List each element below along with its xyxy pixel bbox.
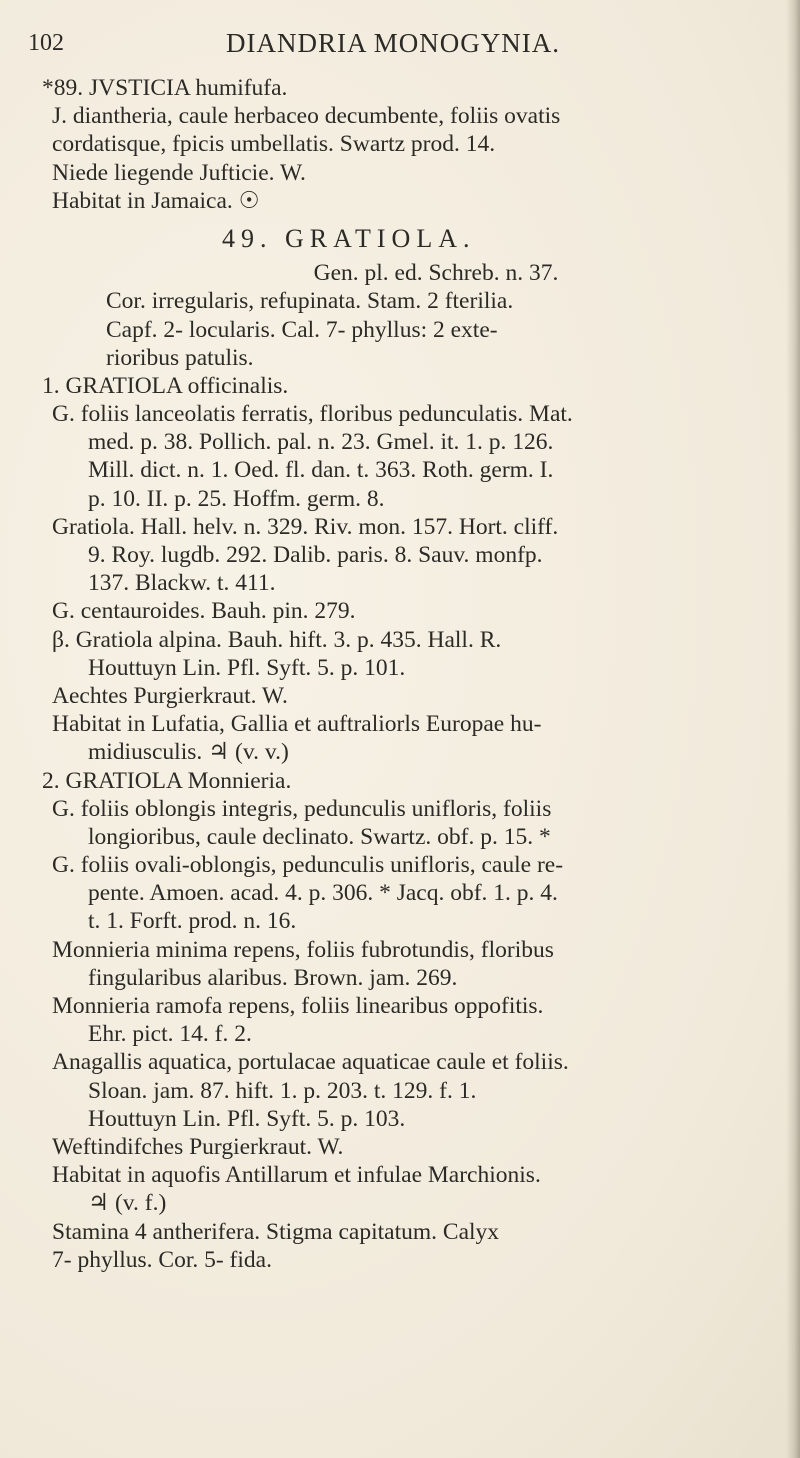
text-line: Capf. 2- locularis. Cal. 7- phyllus: 2 exte- [106,316,498,343]
text-line: Ehr. pict. 14. f. 2. [88,1021,252,1048]
text-line: longioribus, caule declinato. Swartz. obf. p. 15. * [88,823,551,850]
habitat-line: Habitat in Lufatia, Gallia et auftraliorls Europae hu- [52,711,542,738]
text-line: pente. Amoen. acad. 4. p. 306. * Jacq. obf. 1. p. 4. [88,880,558,907]
text-line: cordatisque, fpicis umbellatis. Swartz prod. 14. [52,131,496,158]
text-line: Weftindifches Purgierkraut. W. [52,1133,344,1160]
text-line: ♃ (v. f.) [88,1190,167,1217]
text-line: Houttuyn Lin. Pfl. Syft. 5. p. 103. [88,1105,406,1132]
species-entry-heading: *89. JVSTICIA humifufa. [42,75,288,101]
text-line: fingularibus alaribus. Brown. jam. 269. [88,964,458,991]
text-line: Stamina 4 antherifera. Stigma capitatum. Calyx [52,1218,500,1245]
text-line: Aechtes Purgierkraut. W. [52,682,288,709]
text-line: Anagallis aquatica, portulacae aquaticae caule et foliis. [52,1049,569,1076]
text-line: rioribus patulis. [106,344,254,371]
text-line: Houttuyn Lin. Pfl. Syft. 5. p. 101. [88,654,406,681]
text-line: 9. Roy. lugdb. 292. Dalib. paris. 8. Sauv. monfp. [88,542,543,568]
text-line: 7- phyllus. Cor. 5- fida. [52,1246,272,1273]
text-line: G. centauroides. Bauh. pin. 279. [52,598,356,625]
species-entry-heading: 1. GRATIOLA officinalis. [42,372,289,399]
text-line: t. 1. Forft. prod. n. 16. [88,908,297,935]
page-edge-shadow [786,0,800,1458]
genus-reference: Gen. pl. ed. Schreb. n. 37. [313,260,559,287]
text-line: Mill. dict. n. 1. Oed. fl. dan. t. 363. Roth. germ. I. [88,457,554,484]
text-line: Niede liegende Jufticie. W. [52,159,306,186]
text-line: Monnieria minima repens, foliis fubrotundis, floribus [52,936,554,963]
genus-heading: 49. GRATIOLA. [222,223,476,253]
text-line: J. diantheria, caule herbaceo decumbente, foliis ovatis [52,103,561,130]
page-number: 102 [28,30,64,56]
text-line: β. Gratiola alpina. Bauh. hift. 3. p. 435. Hall. R. [52,626,502,653]
text-line: G. foliis lanceolatis ferratis, floribus pedunculatis. Mat. [52,401,573,428]
text-line: Sloan. jam. 87. hift. 1. p. 203. t. 129. f. 1. [88,1077,477,1104]
text-line: Gratiola. Hall. helv. n. 329. Riv. mon. 157. Hort. cliff. [52,513,559,540]
text-line: midiusculis. ♃ (v. v.) [88,739,289,766]
text-line: p. 10. II. p. 25. Hoffm. germ. 8. [88,485,385,512]
species-entry-heading: 2. GRATIOLA Monnieria. [42,767,292,794]
text-line: G. foliis ovali-oblongis, pedunculis unifloris, caule re- [52,852,564,879]
text-line: Cor. irregularis, refupinata. Stam. 2 fterilia. [106,288,514,315]
page-header [0,24,800,64]
text-line: G. foliis oblongis integris, pedunculis unifloris, foliis [52,795,552,822]
habitat-line: Habitat in Jamaica. ☉ [52,187,260,214]
running-title: DIANDRIA MONOGYNIA. [226,28,560,58]
page-body [26,74,766,1274]
habitat-line: Habitat in aquofis Antillarum et infulae Marchionis. [52,1162,541,1189]
text-line: med. p. 38. Pollich. pal. n. 23. Gmel. it. 1. p. 126. [88,429,554,456]
text-line: Monnieria ramofa repens, foliis linearibus oppofitis. [52,993,544,1019]
text-line: 137. Blackw. t. 411. [88,570,276,597]
